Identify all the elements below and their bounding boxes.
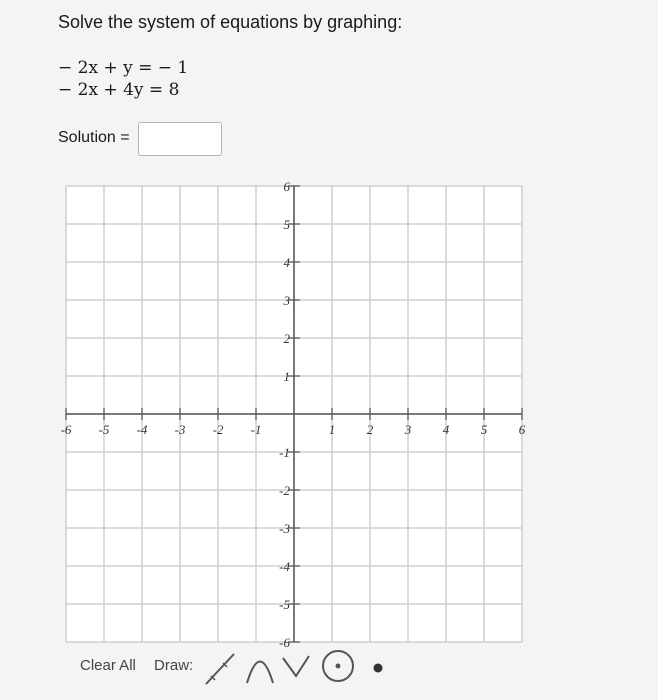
y-tick-label: -2 xyxy=(279,483,290,498)
draw-label: Draw: xyxy=(154,657,194,674)
x-tick-label: 3 xyxy=(404,422,412,437)
y-tick-label: 6 xyxy=(283,179,290,194)
parabola-tool-icon[interactable] xyxy=(244,650,276,686)
point-tool-icon[interactable] xyxy=(370,660,386,676)
absolute-value-tool-icon[interactable] xyxy=(280,652,312,682)
x-tick-label: -1 xyxy=(250,422,262,437)
x-tick-label: -6 xyxy=(60,422,72,437)
line-tool-icon[interactable] xyxy=(202,648,238,688)
x-tick-label: 4 xyxy=(442,422,450,437)
problem-prompt: Solve the system of equations by graphing: xyxy=(58,12,403,32)
y-tick-label: 5 xyxy=(283,217,290,232)
y-tick-label: 4 xyxy=(283,255,290,270)
clear-all-button[interactable]: Clear All xyxy=(80,657,136,674)
x-tick-label: -4 xyxy=(136,422,148,437)
x-tick-label: -5 xyxy=(98,422,110,437)
x-tick-label: 5 xyxy=(480,422,488,437)
x-tick-label: 2 xyxy=(366,422,374,437)
y-tick-label: -6 xyxy=(279,635,290,650)
x-tick-label: 1 xyxy=(328,422,336,437)
y-tick-label: -4 xyxy=(279,559,290,574)
y-tick-label: 2 xyxy=(283,331,290,346)
solution-label: Solution = xyxy=(58,129,130,146)
equation-2: − 2x + 4y = 8 xyxy=(58,80,180,100)
y-tick-label: 3 xyxy=(283,293,290,308)
x-tick-label: 6 xyxy=(518,422,526,437)
y-tick-label: -5 xyxy=(279,597,290,612)
x-tick-label: -3 xyxy=(174,422,186,437)
y-tick-label: 1 xyxy=(283,369,290,384)
equation-1: − 2x + y = − 1 xyxy=(58,58,189,78)
circle-tool-icon[interactable] xyxy=(320,648,356,684)
y-tick-label: -3 xyxy=(279,521,290,536)
y-tick-label: -1 xyxy=(279,445,290,460)
x-tick-label: -2 xyxy=(212,422,224,437)
